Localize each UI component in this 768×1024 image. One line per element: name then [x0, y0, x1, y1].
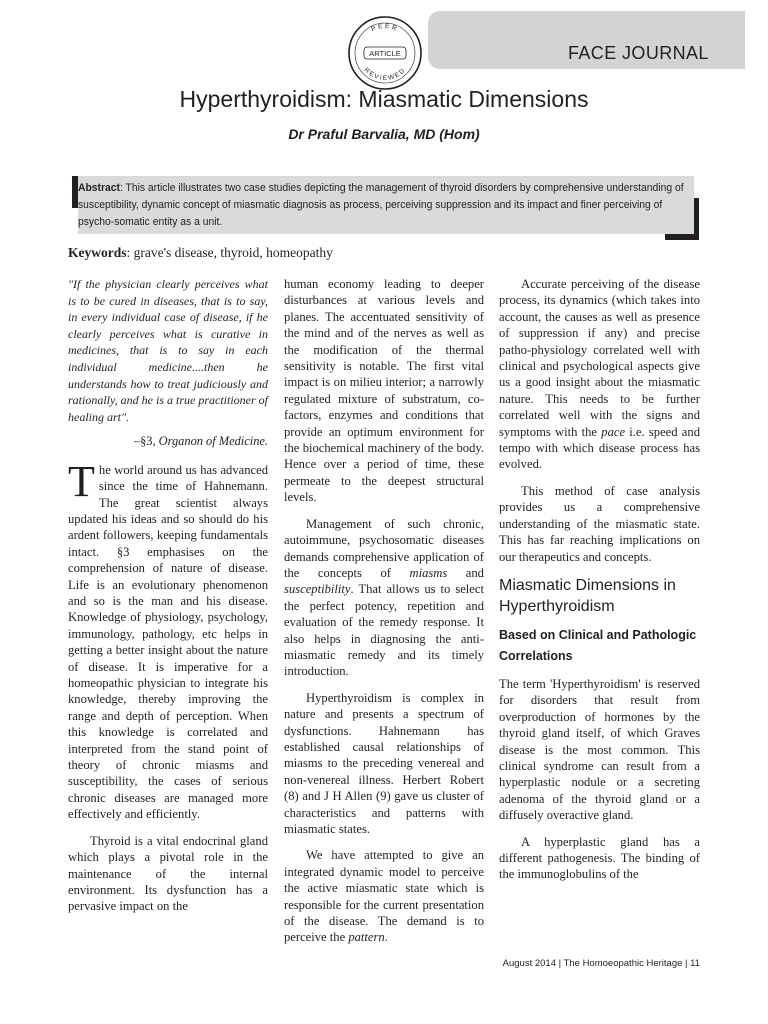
author-byline: Dr Praful Barvalia, MD (Hom): [288, 126, 480, 142]
article-title: Hyperthyroidism: Miasmatic Dimensions: [179, 86, 589, 112]
text-run: .: [384, 930, 388, 945]
italic-term: pattern: [348, 930, 385, 945]
keywords-label: Keywords: [68, 245, 127, 260]
epigraph-attribution: [68, 433, 268, 449]
paragraph: [284, 516, 484, 680]
text-run: We have attempted to give an integrated dynamic model to perceive the active miasmatic state which is responsible for the current presentation of the disease. The demand is to perceive the: [284, 848, 484, 945]
section-heading: Miasmatic Dimensions in Hyperthyroidism: [499, 576, 676, 615]
column-3: [499, 276, 700, 893]
paragraph: The term 'Hyperthyroidism' is reserved for disorders that result from overproduction of hormones by the thyroid gland itself, of which Graves disease is the most common. This clinical syndrome can result from a hyperplastic nodule or a secreting adenoma of the thyroid gland or a diffusely overactive gland.: [499, 676, 700, 823]
peer-reviewed-seal: [346, 14, 424, 92]
intro-paragraph: [68, 456, 268, 823]
abstract-text: [78, 180, 697, 231]
keywords-line: [68, 245, 333, 261]
text-run: i.e. speed and tempo with which disease process has evolved.: [499, 424, 700, 472]
intro-paragraph-text: he world around us has advanced since the time of Hahnemann. The great scientist always updated his ideas and so should do his ardent followers, keeping fundamentals intact. §3 emphasises on the comprehension of nature of disease. Life is an evolutionary phenomenon and so is the man and his disease. Knowledge of physiology, psychology, immunology, pathology, etc helps in getting a better insight about the nature of disease. It is imperative for a homeopathic physician to integrate his knowledge, thereby improving the range and depth of perception. When this knowledge is correlated and interpreted from the stand point of theory of chronic miasms and susceptibility, the cases of serious chronic diseases are managed more effectively and efficiently.: [68, 462, 268, 822]
text-run: Accurate perceiving of the disease process, its dynamics (which takes into account, the causes as well as presence of suppression if any) and precise patho-physiology correlated well with clinical and psychological aspects give us a good insight about the miasmatic nature. This needs to be further correlated well with the signs and symptoms with the: [499, 277, 700, 439]
paragraph: Hyperthyroidism is complex in nature and presents a spectrum of dysfunctions. Hahnemann has established causal relationships of miasms to the preceding venereal and non-venereal illness. Herbert Robert (8) and J H Allen (9) gave us cluster of characteristics and patterns with miasmatic states.: [284, 690, 484, 836]
text-run: and: [447, 565, 484, 580]
column-2: [284, 276, 484, 956]
seal-top-text: PEER: [370, 22, 400, 34]
paragraph: This method of case analysis provides us a comprehensive understanding of the miasmatic state. This has far reaching implications on our therapeutics and concepts.: [499, 483, 700, 564]
paragraph: [499, 276, 700, 473]
journal-name: FACE JOURNAL: [568, 43, 709, 63]
drop-cap: T: [68, 456, 95, 506]
column-1: [68, 276, 268, 925]
page-footer: August 2014 | The Homoeopathic Heritage | 11: [502, 958, 700, 969]
abstract-body: : This article illustrates two case studies depicting the management of thyroid disorders by comprehensive understanding of susceptibility, dynamic concept of miasmatic diagnosis as process, perceiving suppression and its impact and finer perceiving of psycho-somatic entity as a unit.: [78, 182, 684, 228]
text-run: Management of such chronic, autoimmune, psychosomatic diseases demands comprehensive application of the concepts of: [284, 516, 484, 580]
italic-term: susceptibility: [284, 582, 351, 597]
paragraph: Thyroid is a vital endocrinal gland which plays a pivotal role in the maintenance of the internal environment. Its dysfunction has a pervasive impact on the: [68, 833, 268, 914]
paragraph: A hyperplastic gland has a different pathogenesis. The binding of the immunoglobulins of the: [499, 834, 700, 882]
keywords-body: : grave's disease, thyroid, homeopathy: [126, 245, 333, 260]
seal-center-text: ARTICLE: [369, 49, 401, 58]
attribution-source: Organon of Medicine.: [158, 434, 268, 449]
abstract-label: Abstract: [78, 182, 120, 194]
text-run: . That allows us to select the perfect potency, repetition and evaluation of the remedy response. It also helps in diagnosing the anti-miasmatic remedy and its timely introduction.: [284, 582, 484, 679]
italic-term: miasms: [409, 565, 448, 580]
italic-term: pace: [601, 424, 626, 439]
seal-bottom-text: REVIEWED: [362, 66, 408, 83]
paragraph: [284, 847, 484, 945]
abstract-corner-bottom: [665, 234, 699, 240]
epigraph-quote: "If the physician clearly perceives what is to be cured in diseases, that is to say, in every individual case of disease, if he clearly perceives what is curative in medicines, that is to say in each individual medicine....then he understands how to treat judiciously and rationally, and he is a true practitioner of healing art".: [68, 277, 268, 424]
sub-heading: Based on Clinical and Pathologic Correlations: [499, 627, 697, 663]
paragraph: human economy leading to deeper disturbances at various levels and planes. The accentuated sensitivity of the mind and of the nerves as well as the modification of the thermal sensitivity is notable. The first vital impact is on milieu interior; a narrowly regulated mixture of substratum, co-factors, enzymes and conditions that provide an optimum environment for the biochemical machinery of the body. Hence over a period of time, these permeate to the deepest structural levels.: [284, 277, 484, 505]
attribution-prefix: –§3,: [133, 434, 159, 449]
